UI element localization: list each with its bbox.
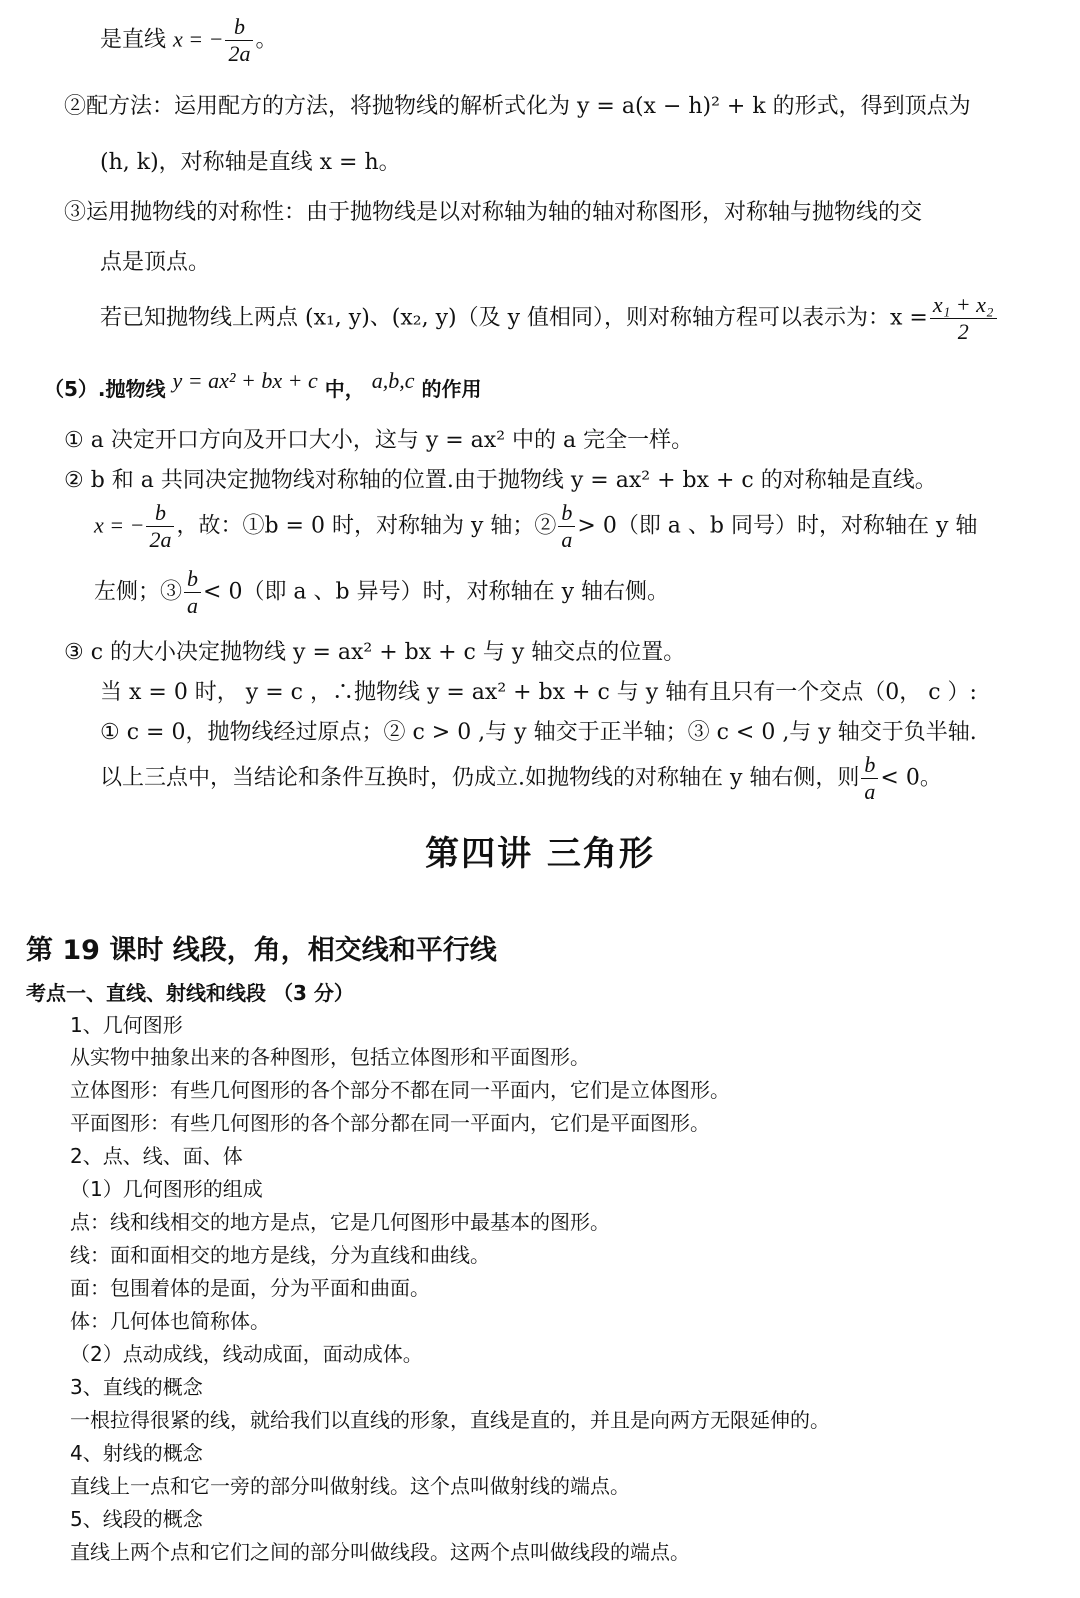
text-line: (h, k)，对称轴是直线 x = h。 [100, 150, 401, 175]
fraction [930, 292, 997, 345]
math: y = ax² + bx + c [172, 368, 318, 393]
text-line [94, 500, 977, 553]
denominator: a [187, 593, 199, 618]
section-title: 第 19 课时 线段，角，相交线和平行线 [26, 935, 497, 966]
text-line: ① a 决定开口方向及开口大小，这与 y = ax² 中的 a 完全一样。 [64, 428, 694, 453]
list-item: 点：线和线相交的地方是点，它是几何图形中最基本的图形。 [70, 1210, 610, 1234]
text: 的作用 [421, 377, 482, 401]
fraction [146, 500, 174, 553]
text: > 0（即 a 、b 同号）时，对称轴在 y 轴 [577, 513, 978, 539]
text-line: ③运用抛物线的对称性：由于抛物线是以对称轴为轴的轴对称图形，对称轴与抛物线的交 [64, 200, 923, 225]
list-item: 3、直线的概念 [70, 1375, 203, 1399]
fraction [225, 14, 253, 67]
numerator: b [861, 752, 878, 779]
list-item: 2、点、线、面、体 [70, 1144, 243, 1168]
text: 若已知抛物线上两点 (x₁, y)、(x₂, y)（及 y 值相同），则对称轴方程可以表示为：x = [100, 305, 928, 331]
text: < 0。 [880, 765, 942, 791]
math: x = − [94, 512, 145, 538]
list-item: 从实物中抽象出来的各种图形，包括立体图形和平面图形。 [70, 1045, 590, 1069]
denominator: a [561, 527, 573, 552]
text-line: ② b 和 a 共同决定抛物线对称轴的位置.由于抛物线 y = ax² + bx + c 的对称轴是直线。 [64, 468, 937, 493]
numerator: x₁ + x₂ [930, 292, 997, 319]
list-item: 平面图形：有些几何图形的各个部分都在同一平面内，它们是平面图形。 [70, 1111, 710, 1135]
text: 左侧；③ [94, 579, 183, 605]
text: 。 [255, 27, 278, 53]
chapter-title: 第四讲 三角形 [425, 834, 655, 874]
denominator: 2a [149, 527, 172, 552]
text-line: 当 x = 0 时， y = c ，∴抛物线 y = ax² + bx + c 与 y 轴有且只有一个交点（0， c ）: [100, 680, 977, 705]
text-line [100, 14, 278, 67]
math: x = − [173, 26, 224, 52]
list-item: 面：包围着体的是面，分为平面和曲面。 [70, 1276, 430, 1300]
list-item: 5、线段的概念 [70, 1507, 203, 1531]
text-line [100, 292, 999, 345]
fraction [184, 566, 201, 619]
kaodian-heading: 考点一、直线、射线和线段 （3 分） [26, 981, 354, 1005]
fraction [861, 752, 878, 805]
text-line: ③ c 的大小决定抛物线 y = ax² + bx + c 与 y 轴交点的位置。 [64, 640, 686, 665]
denominator: 2a [228, 41, 251, 66]
text-line: ① c = 0，抛物线经过原点；② c > 0 ,与 y 轴交于正半轴；③ c < 0 ,与 y 轴交于负半轴. [100, 720, 977, 745]
numerator: b [146, 500, 174, 527]
text: 中， [324, 377, 365, 401]
subsection-label: （5）.抛物线 [44, 377, 166, 401]
list-item: 直线上一点和它一旁的部分叫做射线。这个点叫做射线的端点。 [70, 1474, 630, 1498]
list-item: 1、几何图形 [70, 1013, 183, 1037]
text-line: 点是顶点。 [100, 250, 211, 275]
denominator: 2 [957, 319, 969, 344]
numerator: b [225, 14, 253, 41]
text-line [100, 752, 942, 805]
list-item: 体：几何体也简称体。 [70, 1309, 270, 1333]
text: 以上三点中，当结论和条件互换时，仍成立.如抛物线的对称轴在 y 轴右侧，则 [100, 765, 860, 791]
numerator: b [558, 500, 575, 527]
text: ，故：①b = 0 时，对称轴为 y 轴；② [176, 513, 557, 539]
text-line [94, 566, 669, 619]
list-item: 4、射线的概念 [70, 1441, 203, 1465]
text: 是直线 [100, 27, 167, 53]
numerator: b [184, 566, 201, 593]
list-item: 立体图形：有些几何图形的各个部分不都在同一平面内，它们是立体图形。 [70, 1078, 730, 1102]
fraction [558, 500, 575, 553]
list-item: （2）点动成线，线动成面，面动成体。 [70, 1342, 423, 1366]
math: a,b,c [371, 368, 415, 393]
text: < 0（即 a 、b 异号）时，对称轴在 y 轴右侧。 [203, 579, 670, 605]
denominator: a [864, 779, 876, 804]
list-item: 直线上两个点和它们之间的部分叫做线段。这两个点叫做线段的端点。 [70, 1540, 690, 1564]
subsection-line [44, 368, 482, 405]
list-item: （1）几何图形的组成 [70, 1177, 263, 1201]
list-item: 线：面和面相交的地方是线，分为直线和曲线。 [70, 1243, 490, 1267]
text-line: ②配方法：运用配方的方法，将抛物线的解析式化为 y = a(x − h)² + k 的形式，得到顶点为 [64, 94, 971, 119]
list-item: 一根拉得很紧的线，就给我们以直线的形象，直线是直的，并且是向两方无限延伸的。 [70, 1408, 830, 1432]
